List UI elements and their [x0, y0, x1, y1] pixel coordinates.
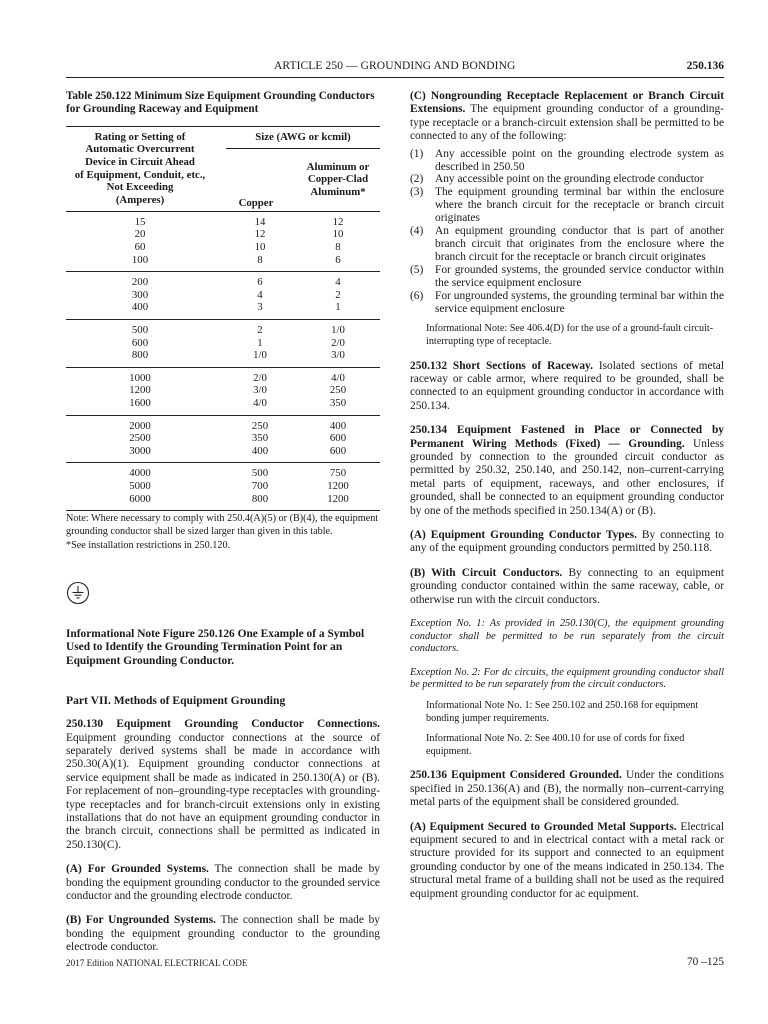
section-body: Unless grounded by connection to the grounded circuit conductor as permitted by 250.32, 250.140, and 250.142, non–current-carrying metal parts of equipment, raceways, and other enclosures, if grounded, shall be connected to an equipment grounding conductor by one of the methods specified in 250.134(A) or (B). [410, 437, 724, 517]
table-row [66, 372, 380, 385]
figure-caption: Informational Note Figure 250.126 One Example of a Symbol Used to Identify the Grounding Termination Point for an Equipment Grounding Conductor. [66, 627, 365, 667]
aluminum-cell: 600 [329, 432, 347, 445]
copper-cell: 700 [251, 479, 269, 492]
table-row-group [66, 212, 380, 272]
section-body: Equipment grounding conductor connections at the source of separately derived systems shall be made in accordance with 250.30(A)(1). Equipment grounding conductor connections at service equipment shall be made as indicated in 250.130(A) or (B). For replacement of non–grounding-type receptacles with grounding-type receptacles and for branch-circuit extensions only in existing installations that do not have an equipment grounding conductor in the branch circuit, connections shall be permitted as indicated in 250.130(C). [66, 731, 380, 851]
copper-cell: 250 [251, 419, 269, 432]
list-item-text: Any accessible point on the grounding electrode conductor [435, 173, 704, 186]
section-heading: 250.132 Short Sections of Raceway. [410, 359, 593, 372]
rating-cell: 2000 [129, 419, 151, 432]
list-item-number: (1) [410, 147, 424, 160]
list-item-number: (5) [410, 263, 424, 276]
rating-cell: 4000 [129, 467, 151, 480]
list-item-number: (2) [410, 173, 424, 186]
table-row-group [66, 272, 380, 320]
section-body: Isolated sections of metal raceway or cable armor, where required to be grounded, shall be connected to an equipment grounding conductor in accordance with 250.134. [410, 359, 724, 412]
table-row [66, 337, 380, 350]
section-250-130 [66, 718, 380, 852]
aluminum-cell: 8 [335, 241, 341, 253]
rating-column-header [66, 131, 214, 207]
subsection-heading: (C) Nongrounding Receptacle Replacement or Branch Circuit Extensions. [410, 90, 724, 116]
table-row [66, 445, 380, 458]
section-number: 250.136 [686, 60, 724, 72]
list-item [410, 290, 724, 316]
table-row [66, 420, 380, 433]
rating-cell: 1000 [129, 371, 151, 384]
rating-cell: 5000 [129, 479, 151, 492]
header-line: Aluminum* [310, 186, 366, 198]
copper-cell: 8 [257, 253, 263, 266]
table-row [66, 384, 380, 397]
table-row-group [66, 320, 380, 368]
subsection-heading: (A) Equipment Secured to Grounded Metal Supports. [410, 820, 677, 833]
list-item-text: An equipment grounding conductor that is part of another branch circuit that originates from the enclosure where the branch circuit for the receptacle or branch circuit originates [435, 225, 724, 263]
informational-note-1: Informational Note No. 1: See 250.102 and 250.168 for equipment bonding jumper requirements. [426, 700, 699, 724]
subsection-a [66, 863, 380, 903]
subsection-body: The equipment grounding conductor of a grounding-type receptacle or a branch-circuit extension shall be permitted to be connected to any of the following: [410, 103, 724, 143]
table-row [66, 228, 380, 241]
section-heading: 250.130 Equipment Grounding Conductor Connections. [66, 718, 380, 731]
exception-1: Exception No. 1: As provided in 250.130(C), the equipment grounding conductor shall be permitted to be run separately from the circuit conductors. [410, 618, 724, 655]
rating-cell: 300 [131, 288, 149, 301]
aluminum-cell: 2 [335, 288, 341, 301]
rating-cell: 500 [131, 323, 149, 336]
table-row [66, 397, 380, 410]
aluminum-cell: 400 [329, 419, 347, 432]
subsection-body: The connection shall be made by bonding the equipment grounding conductor to the grounding electrode conductor. [66, 914, 380, 954]
running-header [66, 60, 724, 76]
subsection-heading: (B) For Ungrounded Systems. [66, 914, 217, 927]
edition-label: 2017 Edition NATIONAL ELECTRICAL CODE [66, 958, 248, 968]
table-row [66, 254, 380, 267]
table-row [66, 276, 380, 289]
aluminum-cell: 4/0 [331, 371, 345, 384]
exception-2: Exception No. 2: For dc circuits, the equipment grounding conductor shall be permitted to be run separately from the circuit conductors. [410, 666, 724, 691]
copper-cell: 6 [257, 276, 263, 289]
ground-symbol-icon [66, 581, 90, 605]
aluminum-cell: 1200 [327, 492, 349, 505]
table-row [66, 349, 380, 362]
header-rule [66, 77, 724, 78]
aluminum-cell: 12 [332, 215, 344, 228]
copper-cell: 12 [254, 228, 266, 241]
list-item-number: (4) [410, 225, 424, 238]
copper-cell: 1/0 [253, 349, 267, 362]
rating-cell: 1600 [129, 396, 151, 409]
aluminum-cell: 2/0 [331, 336, 345, 349]
subsection-body: By connecting to any of the equipment grounding conductors permitted by 250.118. [410, 529, 724, 555]
table-row [66, 324, 380, 337]
rating-cell: 60 [134, 241, 146, 253]
subsection-heading: (A) For Grounded Systems. [66, 863, 209, 876]
list-item [410, 225, 724, 264]
table-row [66, 432, 380, 445]
list-item-text: The equipment grounding terminal bar within the enclosure where the branch circuit for the receptacle or branch circuit originates [435, 186, 724, 225]
aluminum-cell: 1200 [327, 479, 349, 492]
rating-cell: 400 [131, 301, 149, 314]
rating-cell: 200 [131, 276, 149, 289]
aluminum-cell: 4 [335, 276, 341, 289]
rating-cell: 6000 [129, 492, 151, 505]
copper-cell: 3/0 [253, 384, 267, 397]
copper-cell: 2/0 [253, 371, 267, 384]
list-item [410, 148, 724, 174]
table-row [66, 301, 380, 314]
aluminum-cell: 1 [335, 301, 341, 314]
aluminum-cell: 350 [329, 396, 347, 409]
list-item [410, 173, 724, 186]
table-header [66, 127, 380, 212]
copper-cell: 350 [251, 432, 269, 445]
header-line: (Amperes) [115, 193, 165, 206]
table-row [66, 216, 380, 229]
connection-points-list [410, 148, 724, 316]
rating-cell: 800 [131, 349, 149, 362]
copper-cell: 2 [257, 323, 263, 336]
aluminum-cell: 750 [329, 467, 347, 480]
list-item-number: (6) [410, 289, 424, 302]
subsection-heading: (B) With Circuit Conductors. [410, 566, 563, 579]
informational-note: Informational Note: See 406.4(D) for the use of a ground-fault circuit-interrupting type of receptacle. [426, 323, 714, 347]
article-title: ARTICLE 250 — GROUNDING AND BONDING [274, 60, 516, 72]
aluminum-cell: 6 [335, 253, 341, 266]
copper-cell: 14 [254, 215, 266, 228]
table-row-group [66, 416, 380, 464]
header-line: Automatic Overcurrent [85, 143, 195, 156]
list-item [410, 264, 724, 290]
copper-cell: 500 [251, 467, 269, 480]
table-row [66, 480, 380, 493]
list-item [410, 186, 724, 225]
copper-cell: 10 [254, 241, 266, 253]
subsection-c [410, 90, 724, 144]
rating-cell: 100 [131, 253, 149, 266]
copper-cell: 800 [251, 492, 269, 505]
copper-cell: 4/0 [253, 396, 267, 409]
aluminum-cell: 1/0 [331, 323, 345, 336]
size-header-rule [226, 148, 380, 149]
header-line: Aluminum or [306, 160, 370, 173]
copper-column-header: Copper [238, 196, 274, 209]
table-row [66, 467, 380, 480]
list-item-number: (3) [410, 186, 424, 199]
list-item-text: For ungrounded systems, the grounding terminal bar within the service equipment enclosure [435, 289, 724, 315]
subsection-body: The connection shall be made by bonding the equipment grounding conductor to the grounded service conductor and the grounding electrode conductor. [66, 863, 380, 902]
copper-cell: 3 [257, 301, 263, 314]
table-row [66, 289, 380, 302]
size-column-header: Size (AWG or kcmil) [255, 130, 351, 143]
right-column [410, 90, 724, 901]
copper-cell: 4 [257, 288, 263, 301]
subsection-a [410, 529, 724, 556]
page-number: 70 –125 [686, 956, 724, 968]
informational-note-2: Informational Note No. 2: See 400.10 for use of cords for fixed equipment. [426, 733, 685, 757]
table-row-group [66, 368, 380, 416]
aluminum-cell: 10 [332, 228, 344, 241]
table-row [66, 493, 380, 506]
section-250-134 [410, 424, 724, 518]
copper-cell: 1 [257, 336, 263, 349]
header-line: Device in Circuit Ahead [85, 156, 195, 168]
subsection-heading: (A) Equipment Grounding Conductor Types. [410, 529, 637, 542]
table-title: Table 250.122 Minimum Size Equipment Grounding Conductors for Grounding Raceway and Equipment [66, 90, 375, 116]
rating-cell: 3000 [129, 444, 151, 457]
header-line: Rating or Setting of [94, 130, 186, 143]
table-row [66, 241, 380, 254]
subsection-body: Electrical equipment secured to and in electrical contact with a metal rack or structure provided for its support and connected to an equipment grounding conductor by one of the means indicated in 250.134. The structural metal frame of a building shall not be used as the required equipment grounding conductor for ac equipment. [410, 820, 724, 900]
header-line: of Equipment, Conduit, etc., [74, 168, 206, 181]
left-column [66, 90, 380, 955]
list-item-text: Any accessible point on the grounding electrode system as described in 250.50 [435, 147, 724, 173]
rating-cell: 1200 [129, 384, 151, 397]
subsection-b [66, 914, 380, 954]
section-heading: 250.136 Equipment Considered Grounded. [410, 769, 622, 782]
table-row-group [66, 463, 380, 511]
table-note: Note: Where necessary to comply with 250.4(A)(5) or (B)(4), the equipment grounding conductor shall be sized larger than given in this table. [66, 513, 379, 537]
subsection-a [410, 821, 724, 901]
aluminum-column-header [296, 161, 380, 199]
grounding-table [66, 126, 380, 511]
section-250-136 [410, 769, 724, 809]
section-heading: 250.134 Equipment Fastened in Place or Connected by Permanent Wiring Methods (Fixed) — Grounding. [410, 424, 724, 450]
section-250-132 [410, 360, 724, 414]
table-body [66, 212, 380, 511]
header-line: Copper-Clad [307, 173, 369, 186]
aluminum-cell: 3/0 [331, 349, 345, 362]
rating-cell: 600 [131, 336, 149, 349]
section-body: Under the conditions specified in 250.136(A) and (B), the normally non–current-carrying metal parts of the equipment shall be considered grounded. [410, 769, 724, 809]
list-item-text: For grounded systems, the grounded service conductor within the service equipment enclosure [435, 263, 724, 289]
subsection-body: By connecting to an equipment grounding conductor contained within the same raceway, cable, or otherwise run with the circuit conductors. [410, 566, 724, 606]
rating-cell: 15 [134, 215, 146, 228]
subsection-b [410, 567, 724, 607]
header-line: Not Exceeding [106, 181, 174, 194]
aluminum-cell: 250 [329, 384, 347, 397]
table-footnote: *See installation restrictions in 250.120. [66, 540, 231, 552]
rating-cell: 2500 [129, 432, 151, 445]
part-heading: Part VII. Methods of Equipment Grounding [66, 694, 286, 708]
rating-cell: 20 [134, 228, 146, 241]
copper-cell: 400 [251, 444, 269, 457]
aluminum-cell: 600 [329, 444, 347, 457]
